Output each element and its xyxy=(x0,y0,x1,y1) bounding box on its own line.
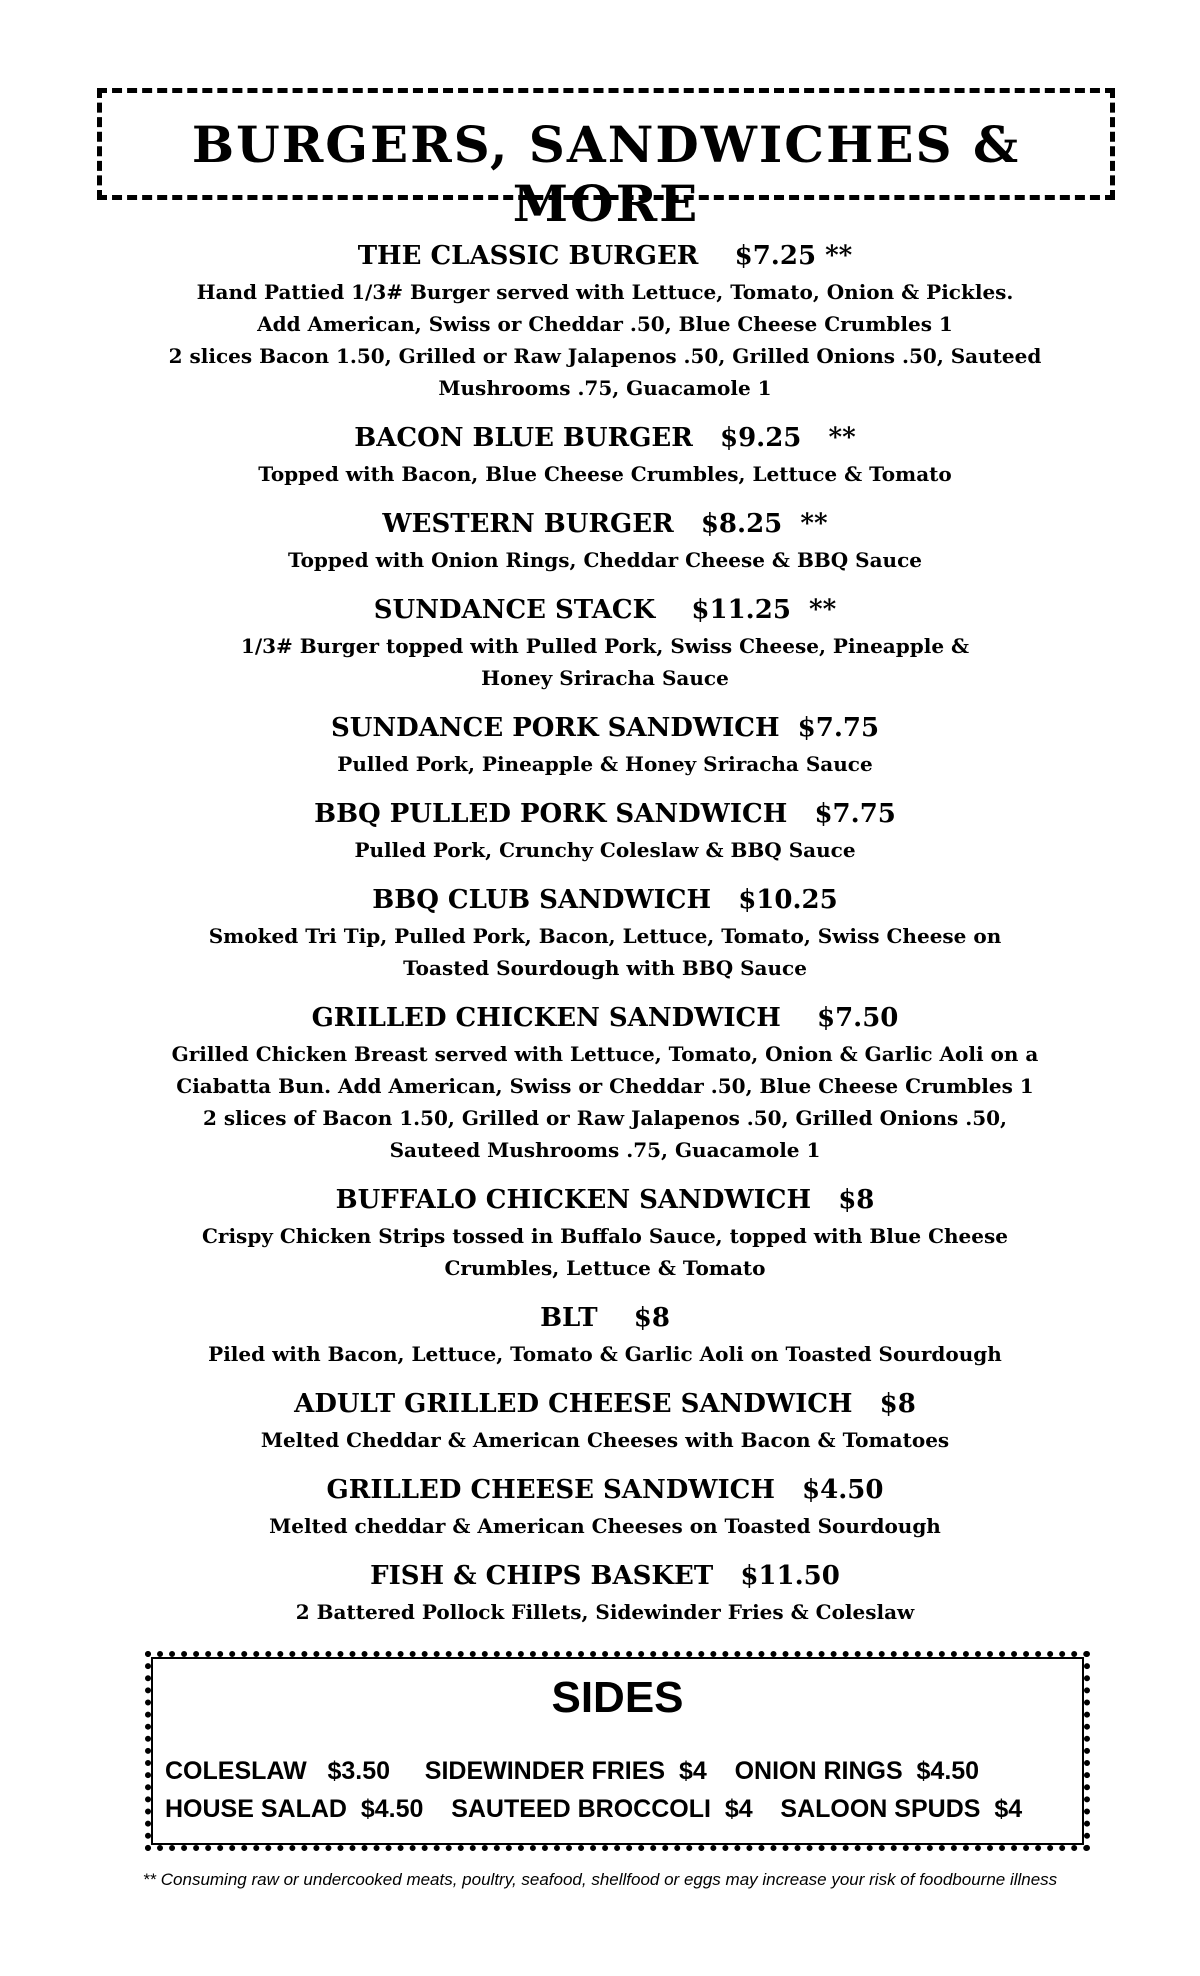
menu-item xyxy=(110,880,1100,984)
item-description: Melted cheddar & American Cheeses on Toasted Sourdough xyxy=(269,1514,941,1538)
menu-item xyxy=(110,418,1100,490)
menu-item xyxy=(110,708,1100,780)
item-description: Crispy Chicken Strips tossed in Buffalo Sauce, topped with Blue Cheese Crumbles, Lettuce & Tomato xyxy=(202,1224,1008,1280)
item-description: Piled with Bacon, Lettuce, Tomato & Garlic Aoli on Toasted Sourdough xyxy=(208,1342,1002,1366)
item-name: BACON BLUE BURGER $9.25 ** xyxy=(354,423,856,453)
item-description: Hand Pattied 1/3# Burger served with Lettuce, Tomato, Onion & Pickles. Add American, Swiss or Cheddar .50, Blue Cheese Crumbles 1 2 slices Bacon 1.50, Grilled or Raw Jalapenos .50, Grilled Onions .50, Sauteed Mushrooms .75, Guacamole 1 xyxy=(168,280,1042,400)
menu-item xyxy=(110,1470,1100,1542)
item-name: SUNDANCE STACK $11.25 ** xyxy=(373,595,837,625)
item-name: THE CLASSIC BURGER $7.25 ** xyxy=(357,241,853,271)
item-name: BUFFALO CHICKEN SANDWICH $8 xyxy=(335,1185,875,1215)
menu-items xyxy=(110,236,1100,1642)
sides-title: SIDES xyxy=(551,1673,684,1722)
sides-row: COLESLAW $3.50 SIDEWINDER FRIES $4 ONION RINGS $4.50 xyxy=(165,1757,980,1785)
menu-item xyxy=(110,1556,1100,1628)
item-description: Smoked Tri Tip, Pulled Pork, Bacon, Lettuce, Tomato, Swiss Cheese on Toasted Sourdough with BBQ Sauce xyxy=(208,924,1002,980)
footnote: ** Consuming raw or undercooked meats, poultry, seafood, shellfood or eggs may increase your risk of foodbourne illness xyxy=(142,1870,1058,1889)
menu-item xyxy=(110,1298,1100,1370)
item-name: BLT $8 xyxy=(540,1303,670,1333)
menu-title-box xyxy=(97,88,1115,233)
item-description: Pulled Pork, Crunchy Coleslaw & BBQ Sauce xyxy=(354,838,856,862)
item-description: Pulled Pork, Pineapple & Honey Sriracha Sauce xyxy=(337,752,873,776)
menu-item xyxy=(110,1384,1100,1456)
menu-item xyxy=(110,794,1100,866)
menu-item xyxy=(110,590,1100,694)
item-description: 1/3# Burger topped with Pulled Pork, Swiss Cheese, Pineapple & Honey Sriracha Sauce xyxy=(240,634,970,690)
item-description: Topped with Bacon, Blue Cheese Crumbles, Lettuce & Tomato xyxy=(258,462,952,486)
item-description: 2 Battered Pollock Fillets, Sidewinder Fries & Coleslaw xyxy=(295,1600,915,1624)
item-name: GRILLED CHICKEN SANDWICH $7.50 xyxy=(311,1003,899,1033)
menu-item xyxy=(110,236,1100,404)
item-name: WESTERN BURGER $8.25 ** xyxy=(382,509,828,539)
item-name: GRILLED CHEESE SANDWICH $4.50 xyxy=(326,1475,884,1505)
item-name: ADULT GRILLED CHEESE SANDWICH $8 xyxy=(294,1389,916,1419)
item-description: Grilled Chicken Breast served with Lettuce, Tomato, Onion & Garlic Aoli on a Ciabatta Bun. Add American, Swiss or Cheddar .50, Blue Cheese Crumbles 1 2 slices of Bacon 1.50, Grilled or Raw Jalapenos .50, Grilled Onions .50, Sauteed Mushrooms .75, Guacamole 1 xyxy=(171,1042,1039,1162)
item-description: Topped with Onion Rings, Cheddar Cheese & BBQ Sauce xyxy=(288,548,922,572)
menu-item xyxy=(110,1180,1100,1284)
sides-box xyxy=(145,1651,1090,1851)
item-name: FISH & CHIPS BASKET $11.50 xyxy=(370,1561,840,1591)
item-description: Melted Cheddar & American Cheeses with Bacon & Tomatoes xyxy=(260,1428,950,1452)
item-name: BBQ PULLED PORK SANDWICH $7.75 xyxy=(314,799,896,829)
menu-item xyxy=(110,504,1100,576)
item-name: BBQ CLUB SANDWICH $10.25 xyxy=(372,885,838,915)
menu-title: BURGERS, SANDWICHES & MORE xyxy=(191,115,1021,233)
menu-item xyxy=(110,998,1100,1166)
sides-row: HOUSE SALAD $4.50 SAUTEED BROCCOLI $4 SALOON SPUDS $4 xyxy=(165,1795,1023,1823)
item-name: SUNDANCE PORK SANDWICH $7.75 xyxy=(330,713,880,743)
